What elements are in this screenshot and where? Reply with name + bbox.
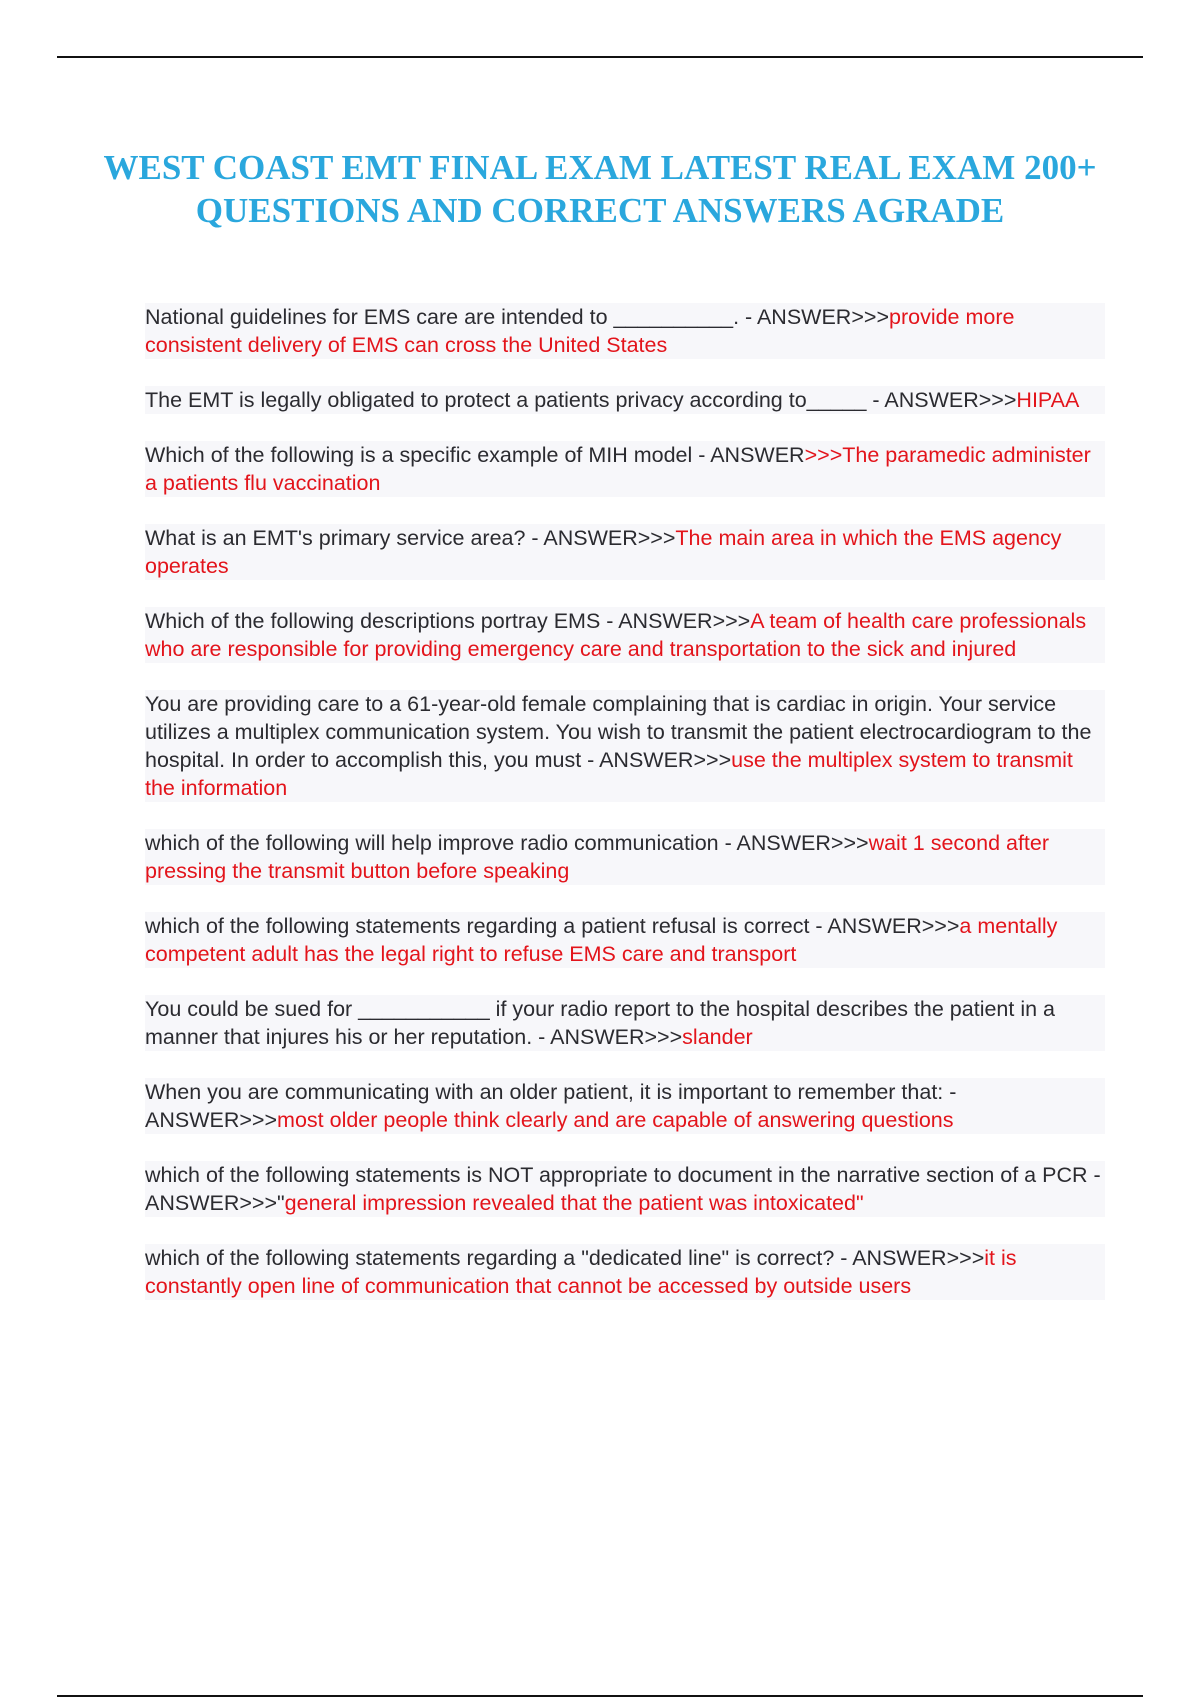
answer-text: most older people think clearly and are capable of answering questions — [277, 1108, 954, 1132]
header-rule — [57, 56, 1143, 58]
question-text: When you are communicating with an older patient, it is important to remember that: - ANSWER>>> — [145, 1080, 957, 1132]
question-text: Which of the following descriptions portray EMS - ANSWER>>> — [145, 609, 751, 633]
answer-text: wait 1 second after pressing the transmit button before speaking — [145, 831, 1050, 883]
question-text: You could be sued for ___________ if your radio report to the hospital describes the patient in a manner that injures his or her reputation. - ANSWER>>> — [145, 997, 1056, 1049]
answer-text: it is constantly open line of communication that cannot be accessed by outside users — [145, 1246, 1017, 1298]
question-text: which of the following statements is NOT appropriate to document in the narrative section of a PCR - ANSWER>>>" — [145, 1163, 1101, 1215]
qa-item — [145, 995, 1105, 1051]
question-text: The EMT is legally obligated to protect a patients privacy according to_____ - ANSWER>>> — [145, 388, 1017, 412]
qa-item — [145, 829, 1105, 885]
answer-text: >>>The paramedic administer a patients flu vaccination — [145, 443, 1091, 495]
qa-item — [145, 1244, 1105, 1300]
question-text: Which of the following is a specific example of MIH model - ANSWER — [145, 443, 805, 467]
qa-list — [145, 303, 1105, 1327]
answer-text: A team of health care professionals who are responsible for providing emergency care and transportation to the sick and injured — [145, 609, 1087, 661]
answer-text: a mentally competent adult has the legal right to refuse EMS care and transport — [145, 914, 1058, 966]
qa-item — [145, 1078, 1105, 1134]
answer-text: general impression revealed that the patient was intoxicated" — [284, 1191, 864, 1215]
qa-item — [145, 524, 1105, 580]
qa-item — [145, 303, 1105, 359]
answer-text: provide more consistent delivery of EMS can cross the United States — [145, 305, 1015, 357]
answer-text: The main area in which the EMS agency operates — [145, 526, 1062, 578]
footer-rule — [57, 1695, 1143, 1697]
answer-text: HIPAA — [1016, 388, 1080, 412]
question-text: which of the following statements regarding a patient refusal is correct - ANSWER>>> — [145, 914, 960, 938]
qa-item — [145, 690, 1105, 802]
qa-item — [145, 441, 1105, 497]
question-text: You are providing care to a 61-year-old female complaining that is cardiac in origin. Your service utilizes a multiplex communication system. You wish to transmit the patient electrocardiogram to the hospital. In order to accomplish this, you must - ANSWER>>> — [145, 692, 1092, 772]
answer-text: slander — [682, 1025, 753, 1049]
qa-item — [145, 386, 1105, 414]
question-text: National guidelines for EMS care are intended to __________. - ANSWER>>> — [145, 305, 889, 329]
answer-text: use the multiplex system to transmit the information — [145, 748, 1073, 800]
question-text: What is an EMT's primary service area? - ANSWER>>> — [145, 526, 676, 550]
qa-item — [145, 912, 1105, 968]
document-title: WEST COAST EMT FINAL EXAM LATEST REAL EXAM 200+ QUESTIONS AND CORRECT ANSWERS AGRADE — [103, 148, 1097, 230]
question-text: which of the following will help improve radio communication - ANSWER>>> — [145, 831, 869, 855]
qa-item — [145, 1161, 1105, 1217]
qa-item — [145, 607, 1105, 663]
question-text: which of the following statements regarding a "dedicated line" is correct? - ANSWER>>> — [145, 1246, 985, 1270]
